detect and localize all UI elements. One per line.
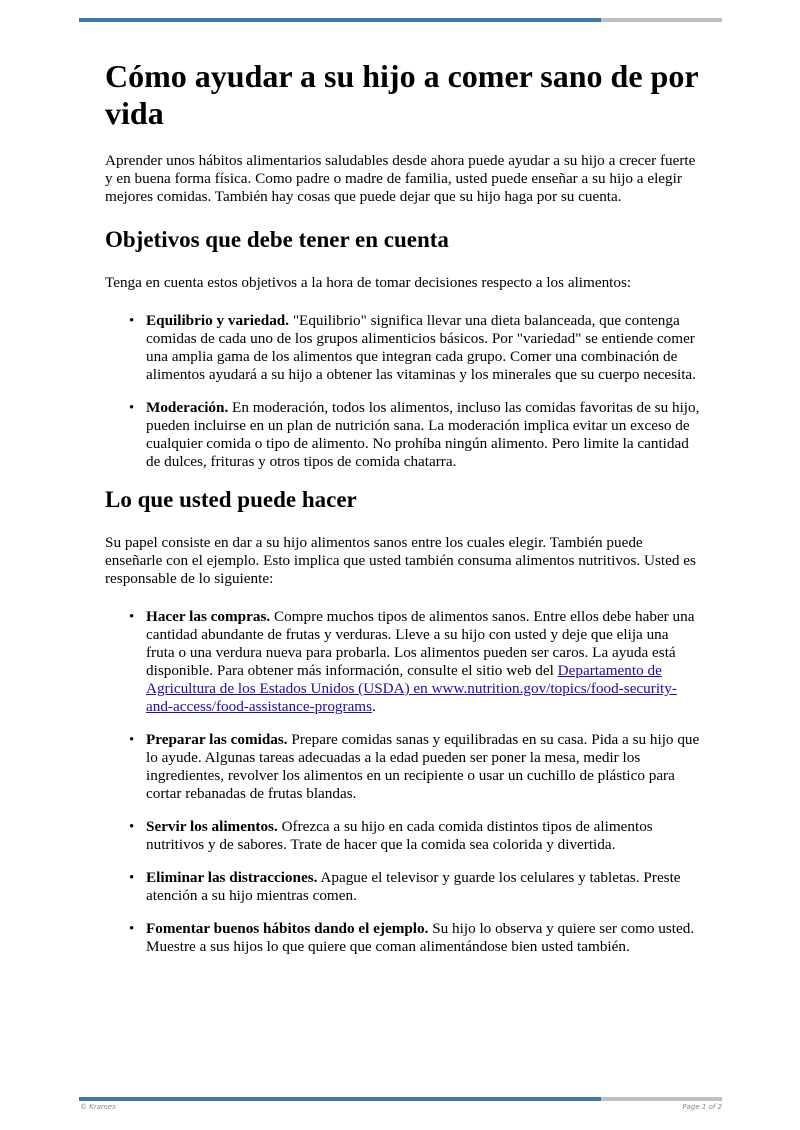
footer-page-number: Page 1 of 2 xyxy=(682,1103,722,1111)
header-rule-accent xyxy=(79,18,601,22)
list-item-text-end: . xyxy=(372,698,376,715)
actions-list xyxy=(105,608,700,956)
list-item-term: Servir los alimentos. xyxy=(146,818,278,835)
list-item-text: Su hijo lo observa y quiere ser como usted. Muestre a sus hijos lo que quiere que coman alimentándose bien usted también. xyxy=(146,920,695,955)
list-item xyxy=(146,818,700,854)
list-item-text: Ofrezca a su hijo en cada comida distintos tipos de alimentos nutritivos y de sabores. Trate de hacer que la comida sea colorida y divertida. xyxy=(146,818,653,853)
footer-rule-track xyxy=(601,1097,722,1101)
section-actions-lead: Su papel consiste en dar a su hijo alimentos sanos entre los cuales elegir. También puede enseñarle con el ejemplo. Esto implica que usted también consuma alimentos nutritivos. Usted es responsable de lo siguiente: xyxy=(105,534,696,587)
list-item xyxy=(146,312,700,384)
list-item-text: En moderación, todos los alimentos, incluso las comidas favoritas de su hijo, pueden incluirse en un plan de nutrición sana. La moderación implica evitar un exceso de cualquier comida o tipo de alimento. No prohíba ningún alimento. Pero limite la cantidad de dulces, frituras y otros tipos de comida chatarra. xyxy=(146,399,700,470)
list-item-text: Compre muchos tipos de alimentos sanos. Entre ellos debe haber una cantidad abundante de frutas y verduras. Lleve a su hijo con usted y deje que elija una fruta o una verdura nueva para probarla. Los alimentos pueden ser caros. La ayuda está disponible. Para obtener más información, consulte el sitio web del xyxy=(146,608,695,679)
header-rule xyxy=(79,18,722,22)
footer-copyright: © Krames xyxy=(80,1103,116,1111)
section-heading-actions: Lo que usted puede hacer xyxy=(105,487,357,512)
list-item xyxy=(146,920,700,956)
section-goals-lead: Tenga en cuenta estos objetivos a la hora de tomar decisiones respecto a los alimentos: xyxy=(105,274,632,291)
document-body xyxy=(105,58,700,971)
header-rule-track xyxy=(601,18,722,22)
list-item-text: Prepare comidas sanas y equilibradas en su casa. Pida a su hijo que lo ayude. Algunas tareas adecuadas a la edad pueden ser poner la mesa, medir los ingredientes, revolver los alimentos en un recipiente o usar un cuchillo de plástico para cortar rebanadas de frutas blandas. xyxy=(146,731,700,802)
list-item-term: Preparar las comidas. xyxy=(146,731,288,748)
list-item-term: Fomentar buenos hábitos dando el ejemplo. xyxy=(146,920,429,937)
list-item xyxy=(146,608,700,716)
list-item-term: Hacer las compras. xyxy=(146,608,271,625)
section-heading-goals: Objetivos que debe tener en cuenta xyxy=(105,227,449,252)
footer-rule xyxy=(79,1097,722,1101)
list-item-term: Equilibrio y variedad. xyxy=(146,312,290,329)
page-title: Cómo ayudar a su hijo a comer sano de por vida xyxy=(105,58,698,131)
list-item-text: "Equilibrio" significa llevar una dieta balanceada, que contenga comidas de cada uno de los grupos alimenticios básicos. Por "variedad" se entiende comer una amplia gama de los alimentos que integran cada grupo. Comer una combinación de alimentos ayudará a su hijo a obtener las vitaminas y los minerales que su cuerpo necesita. xyxy=(146,312,696,383)
intro-paragraph: Aprender unos hábitos alimentarios saludables desde ahora puede ayudar a su hijo a crecer fuerte y en buena forma física. Como padre o madre de familia, usted puede enseñar a su hijo a elegir mejores comidas. También hay cosas que puede dejar que su hijo haga por su cuenta. xyxy=(105,152,696,205)
goals-list xyxy=(105,312,700,471)
footer-rule-accent xyxy=(79,1097,601,1101)
list-item xyxy=(146,869,700,905)
list-item-term: Moderación. xyxy=(146,399,229,416)
list-item xyxy=(146,399,700,471)
usda-link[interactable]: Departamento de Agricultura de los Estados Unidos (USDA) en www.nutrition.gov/topics/food-security-and-access/food-assistance-programs xyxy=(146,662,677,715)
list-item-text: Apague el televisor y guarde los celulares y tabletas. Preste atención a su hijo mientras comen. xyxy=(146,869,681,904)
list-item-term: Eliminar las distracciones. xyxy=(146,869,318,886)
list-item xyxy=(146,731,700,803)
